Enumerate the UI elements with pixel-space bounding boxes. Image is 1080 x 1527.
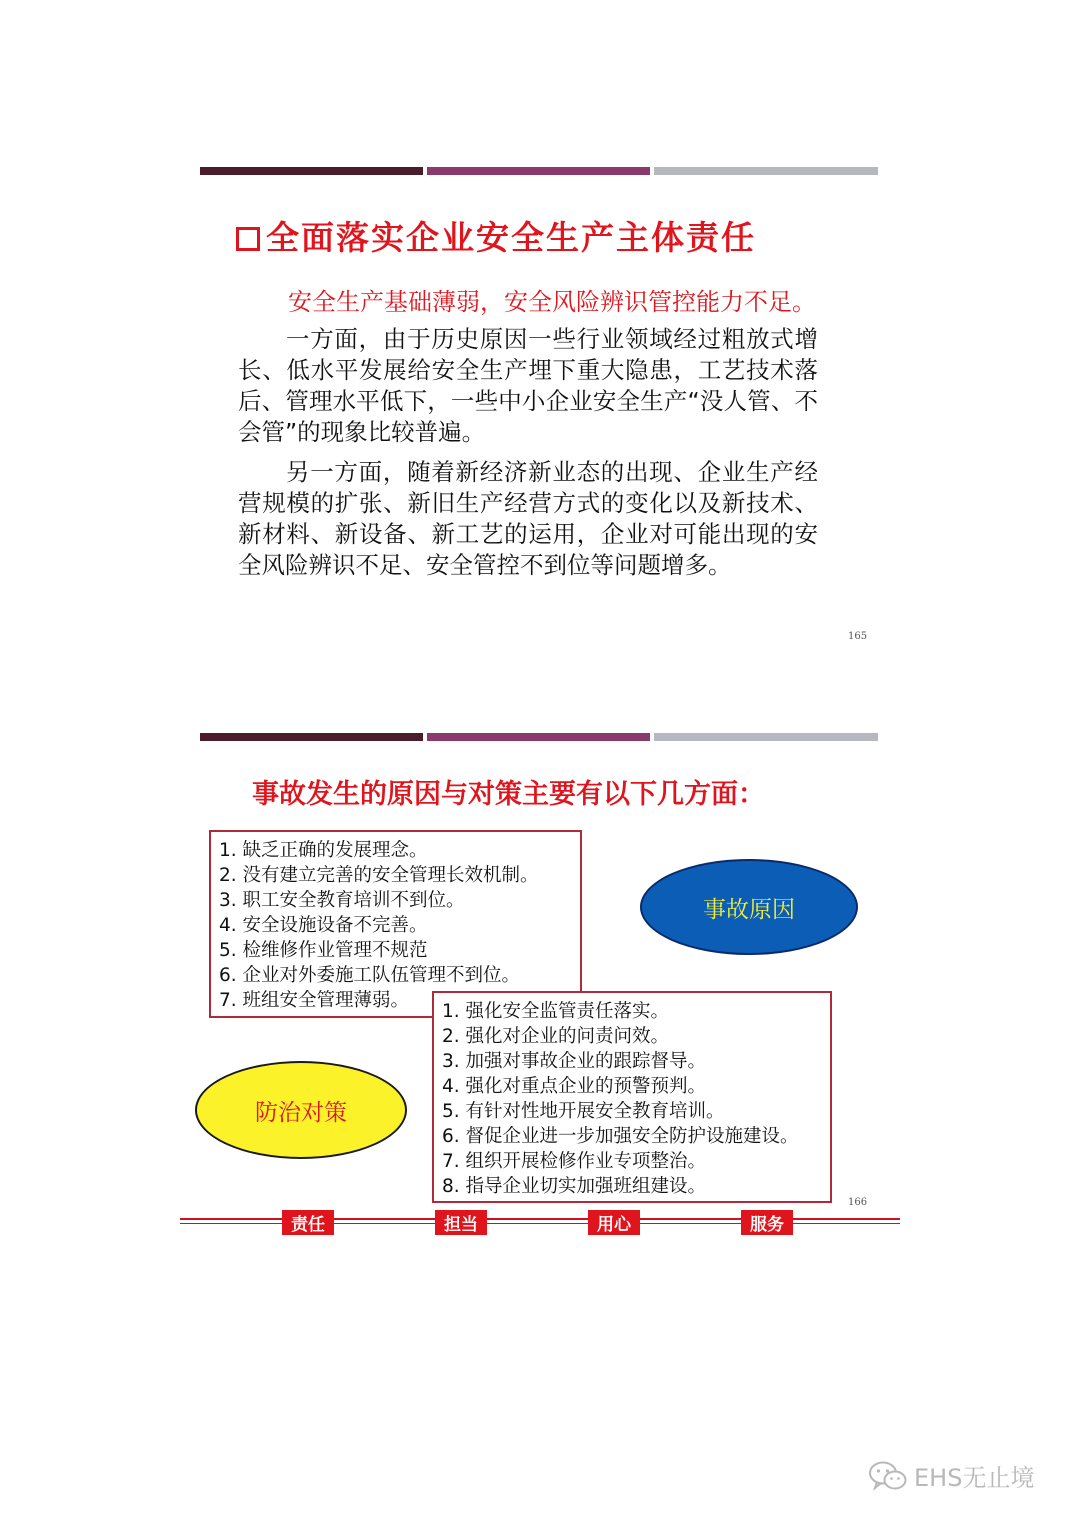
cause-item: 6. 企业对外委施工队伍管理不到位。 bbox=[219, 965, 521, 986]
top-bar-segment-purple bbox=[427, 733, 650, 741]
top-bar-segment-dark bbox=[200, 733, 423, 741]
slide1-paragraph-2: 另一方面，随着新经济新业态的出现、企业生产经营规模的扩张、新旧生产经营方式的变化以及新技术、新材料、新设备、新工艺的运用，企业对可能出现的安全风险辨识不足、安全管控不到位等问题增多。 bbox=[238, 458, 818, 579]
slide1-paragraph-1: 一方面，由于历史原因一些行业领域经过粗放式增长、低水平发展给安全生产埋下重大隐患，工艺技术落后、管理水平低下，一些中小企业安全生产“没人管、不会管”的现象比较普遍。 bbox=[238, 325, 818, 446]
cause-item: 3. 职工安全教育培训不到位。 bbox=[219, 890, 465, 911]
wechat-icon bbox=[868, 1460, 908, 1492]
slide1-title-text: 全面落实企业安全生产主体责任 bbox=[266, 218, 756, 257]
footer-tag: 担当 bbox=[435, 1210, 487, 1235]
footer-tag: 服务 bbox=[741, 1210, 793, 1235]
footer-tag: 责任 bbox=[282, 1210, 334, 1235]
watermark-text: EHS无止境 bbox=[914, 1464, 1035, 1492]
countermeasure-label-ellipse bbox=[195, 1061, 407, 1159]
countermeasure-item: 8. 指导企业切实加强班组建设。 bbox=[442, 1176, 707, 1197]
footer-tag: 用心 bbox=[588, 1210, 640, 1235]
countermeasure-item: 6. 督促企业进一步加强安全防护设施建设。 bbox=[442, 1126, 799, 1147]
slide1-top-bar bbox=[200, 167, 878, 175]
cause-item: 2. 没有建立完善的安全管理长效机制。 bbox=[219, 865, 539, 886]
cause-label: 事故原因 bbox=[703, 896, 795, 923]
cause-item: 7. 班组安全管理薄弱。 bbox=[219, 990, 410, 1011]
countermeasure-item: 4. 强化对重点企业的预警预判。 bbox=[442, 1076, 707, 1097]
cause-item: 5. 检维修作业管理不规范 bbox=[219, 940, 428, 961]
top-bar-segment-dark bbox=[200, 167, 423, 175]
countermeasures-list-box bbox=[432, 991, 832, 1203]
slide2-title: 事故发生的原因与对策主要有以下几方面： bbox=[252, 779, 765, 810]
countermeasure-item: 5. 有针对性地开展安全教育培训。 bbox=[442, 1101, 725, 1122]
countermeasure-item: 3. 加强对事故企业的跟踪督导。 bbox=[442, 1051, 707, 1072]
countermeasure-item: 2. 强化对企业的问责问效。 bbox=[442, 1026, 670, 1047]
checkbox-square-icon bbox=[236, 227, 260, 251]
watermark bbox=[868, 1458, 1034, 1493]
slide1-page-number: 165 bbox=[848, 631, 868, 642]
top-bar-segment-gray bbox=[654, 167, 878, 175]
countermeasure-item: 1. 强化安全监管责任落实。 bbox=[442, 1001, 670, 1022]
slide1-subtitle: 安全生产基础薄弱，安全风险辨识管控能力不足。 bbox=[288, 288, 816, 316]
countermeasure-label: 防治对策 bbox=[255, 1099, 347, 1126]
cause-item: 1. 缺乏正确的发展理念。 bbox=[219, 840, 428, 861]
causes-list-box bbox=[209, 830, 582, 1018]
top-bar-segment-gray bbox=[654, 733, 878, 741]
slide2-page-number: 166 bbox=[848, 1197, 868, 1208]
countermeasure-item: 7. 组织开展检修作业专项整治。 bbox=[442, 1151, 707, 1172]
cause-item: 4. 安全设施设备不完善。 bbox=[219, 915, 428, 936]
top-bar-segment-purple bbox=[427, 167, 650, 175]
slide1-title bbox=[236, 212, 756, 259]
slide2-top-bar bbox=[200, 733, 878, 741]
cause-label-ellipse bbox=[640, 859, 858, 955]
